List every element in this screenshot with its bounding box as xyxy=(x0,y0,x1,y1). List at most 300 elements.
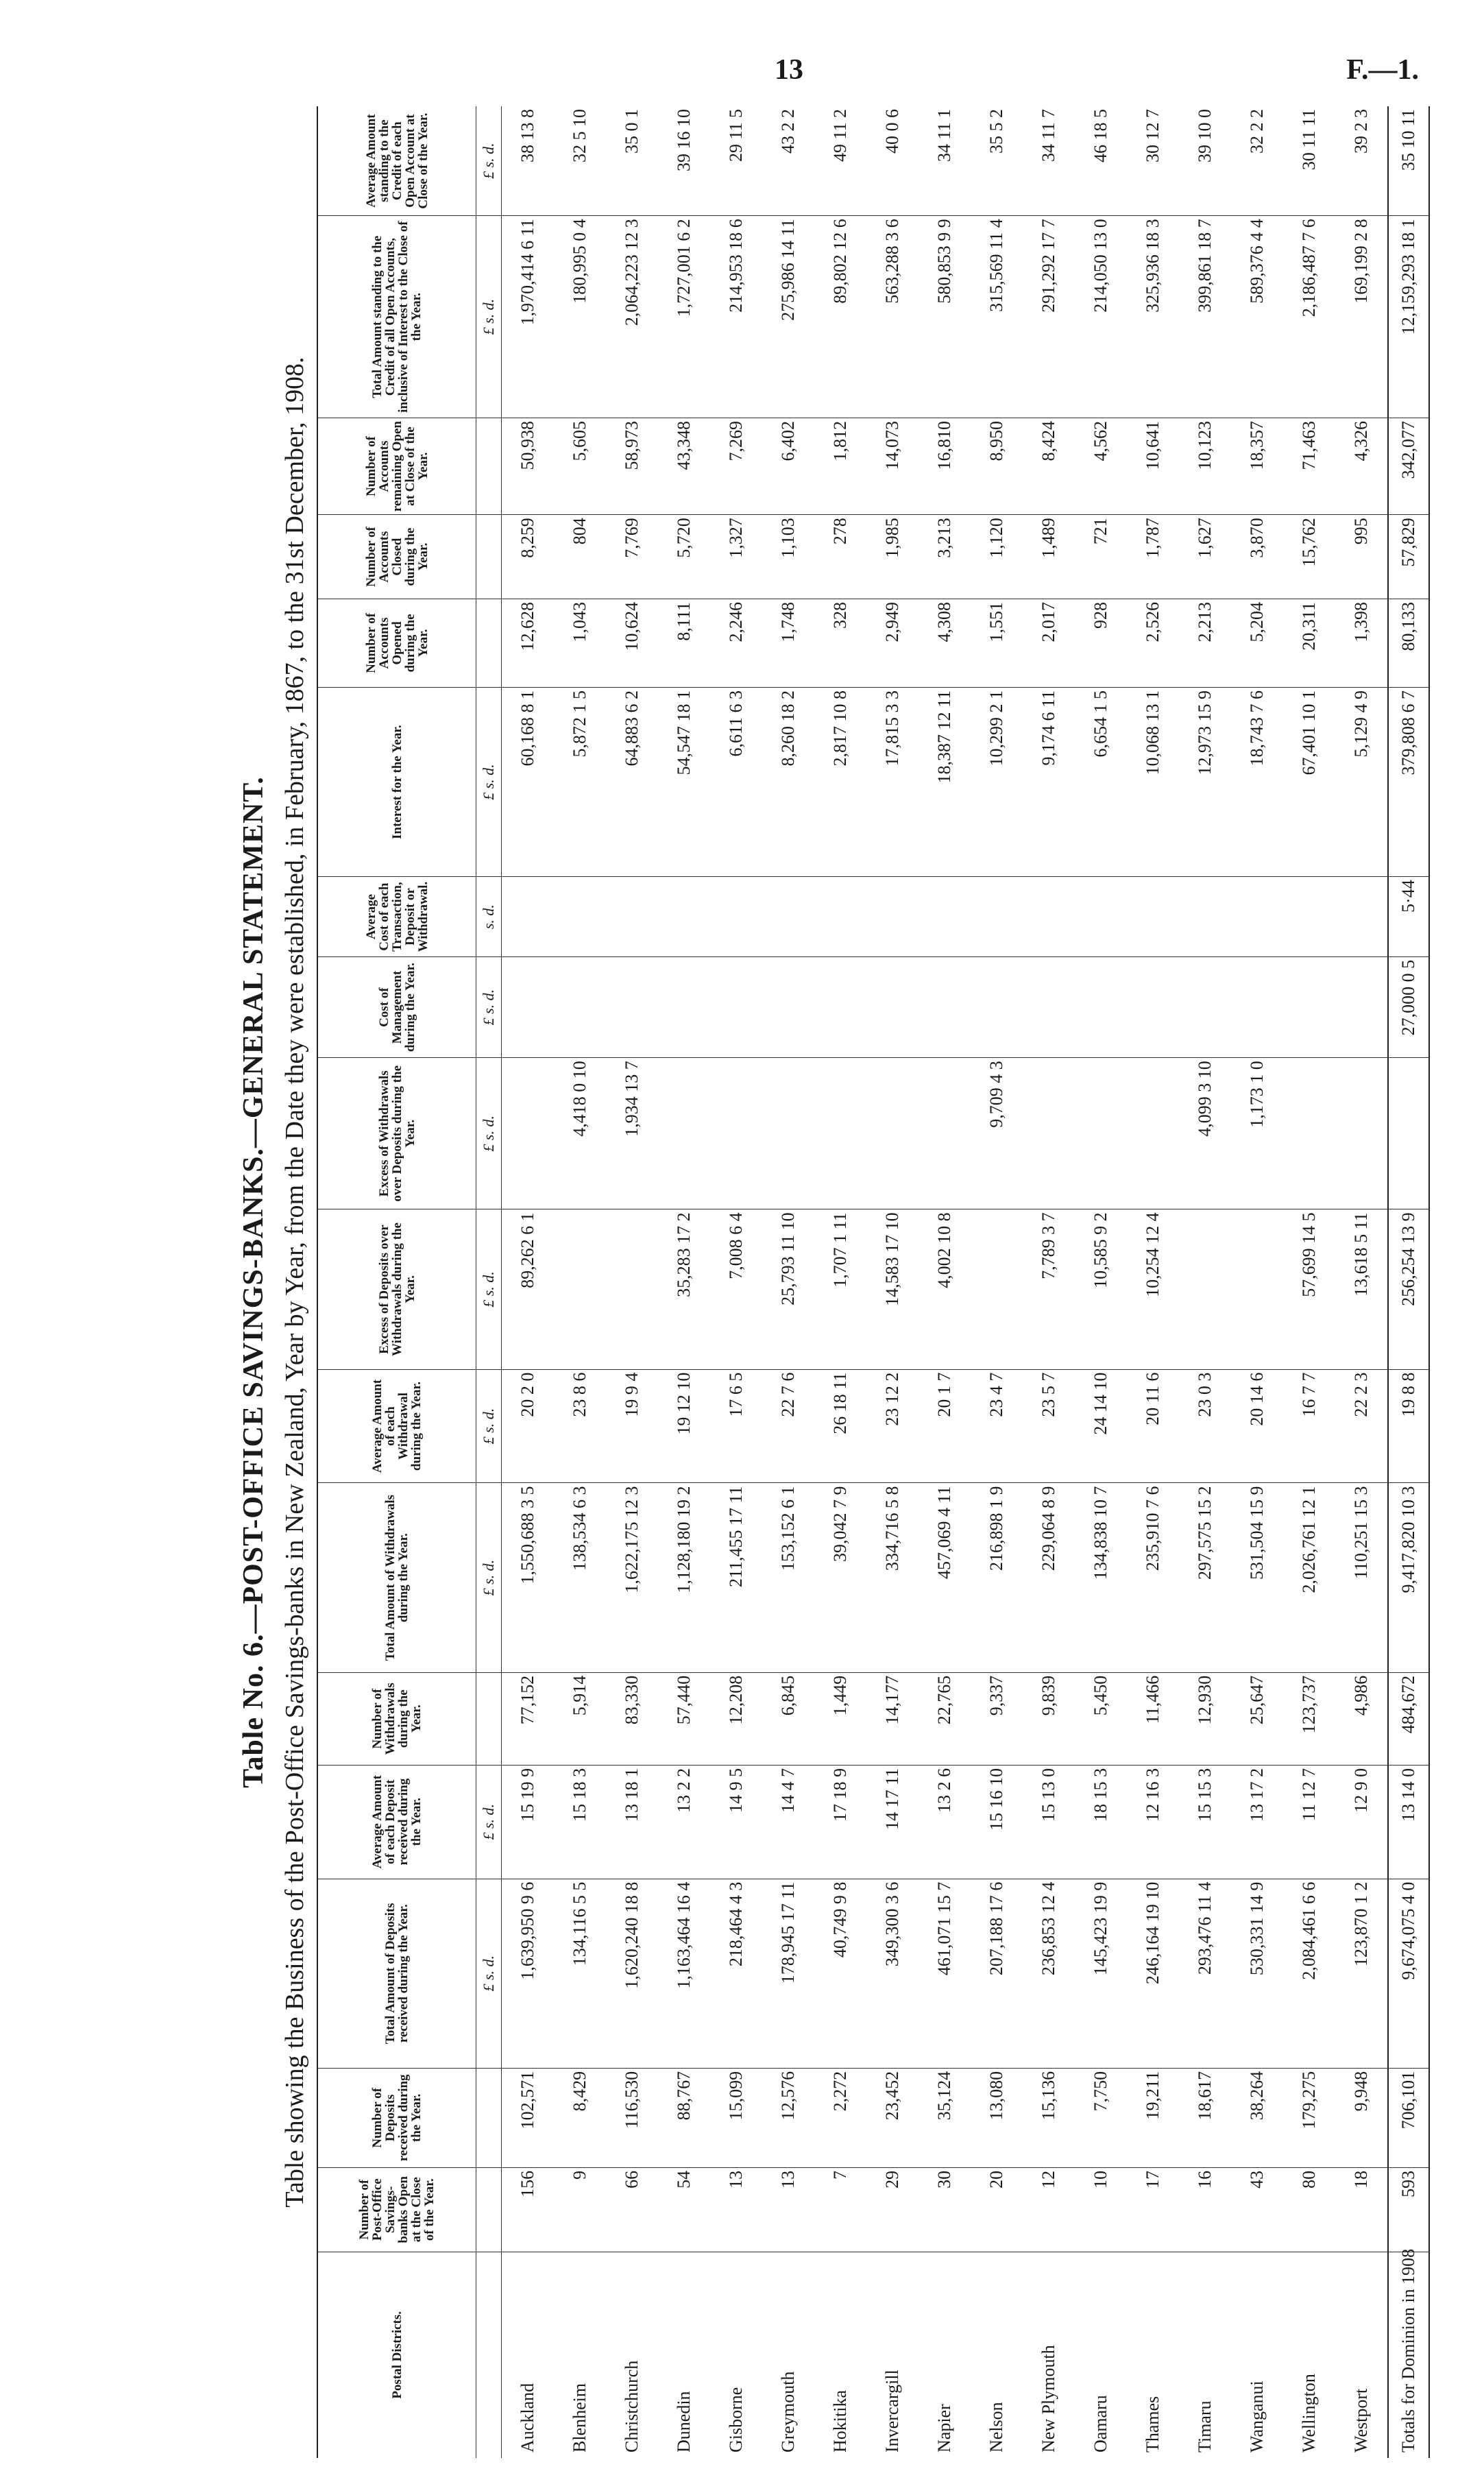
table-cell: 214,050 13 0 xyxy=(1075,216,1127,418)
column-header: Average Cost of each Transaction, Deposit or Withdrawal. xyxy=(317,877,476,957)
table-cell: 325,936 18 3 xyxy=(1127,216,1179,418)
header-row xyxy=(317,106,476,2458)
table-cell: 88,767 xyxy=(658,2068,710,2167)
table-cell xyxy=(919,877,971,957)
district-label: Wanganui xyxy=(1247,2381,1267,2453)
table-cell: 1,550,688 3 5 xyxy=(502,1483,555,1672)
table-cell xyxy=(1231,877,1283,957)
table-cell: 9,948 xyxy=(1335,2068,1388,2167)
table-cell: 457,069 4 11 xyxy=(919,1483,971,1672)
column-unit xyxy=(476,2167,502,2252)
table-cell: 235,910 7 6 xyxy=(1127,1483,1179,1672)
table-cell: 13 xyxy=(710,2167,762,2252)
column-header: Excess of Withdrawals over Deposits during the Year. xyxy=(317,1058,476,1209)
table-row xyxy=(710,106,762,2458)
table-cell: 211,455 17 11 xyxy=(710,1483,762,1672)
column-header: Number of Deposits received during the Year. xyxy=(317,2068,476,2167)
table-cell xyxy=(502,956,555,1057)
table-cell: 20,311 xyxy=(1283,599,1335,688)
table-cell: 1,639,950 9 6 xyxy=(502,1879,555,2068)
table-cell xyxy=(1127,956,1179,1057)
column-header: Number of Accounts remaining Open at Close of the Year. xyxy=(317,418,476,515)
table-cell: 1,627 xyxy=(1179,515,1231,599)
table-row xyxy=(1075,106,1127,2458)
table-cell: 23 5 7 xyxy=(1023,1369,1075,1483)
table-cell: 297,575 15 2 xyxy=(1179,1483,1231,1672)
table-cell: 928 xyxy=(1075,599,1127,688)
table-cell: 15 16 10 xyxy=(971,1765,1023,1879)
totals-cell: 12,159,293 18 1 xyxy=(1388,216,1429,418)
table-cell: 17 xyxy=(1127,2167,1179,2252)
column-header: Postal Districts. xyxy=(317,2252,476,2458)
table-cell: 16 7 7 xyxy=(1283,1369,1335,1483)
table-cell: 6,402 xyxy=(762,418,814,515)
table-cell xyxy=(919,956,971,1057)
table-cell: 1,812 xyxy=(814,418,866,515)
column-header: Number of Accounts Opened during the Year. xyxy=(317,599,476,688)
table-row xyxy=(762,106,814,2458)
table-cell xyxy=(866,1058,919,1209)
table-cell: 5,872 1 5 xyxy=(554,687,606,876)
totals-row xyxy=(1388,106,1429,2458)
column-unit: s. d. xyxy=(476,877,502,957)
column-unit: £ s. d. xyxy=(476,1765,502,1879)
table-cell: 399,861 18 7 xyxy=(1179,216,1231,418)
table-cell: 19,211 xyxy=(1127,2068,1179,2167)
table-cell: 77,152 xyxy=(502,1672,555,1765)
table-cell: 10 xyxy=(1075,2167,1127,2252)
district-label: Gisborne xyxy=(726,2387,746,2453)
table-cell: 2,017 xyxy=(1023,599,1075,688)
table-cell: 589,376 4 4 xyxy=(1231,216,1283,418)
table-cell xyxy=(971,1209,1023,1369)
table-cell: 43 2 2 xyxy=(762,106,814,216)
table-cell: 67,401 10 1 xyxy=(1283,687,1335,876)
table-cell: 14,583 17 10 xyxy=(866,1209,919,1369)
district-label: Dunedin xyxy=(674,2391,694,2453)
column-unit: £ s. d. xyxy=(476,1058,502,1209)
table-cell: 156 xyxy=(502,2167,555,2252)
table-cell: 18 15 3 xyxy=(1075,1765,1127,1879)
totals-cell: 256,254 13 9 xyxy=(1388,1209,1429,1369)
table-cell: 22,765 xyxy=(919,1672,971,1765)
table-cell xyxy=(658,877,710,957)
district-label: Wellington xyxy=(1299,2374,1319,2453)
table-cell: 293,476 11 4 xyxy=(1179,1879,1231,2068)
table-cell: 16 xyxy=(1179,2167,1231,2252)
table-cell: 15,136 xyxy=(1023,2068,1075,2167)
table-cell: 13 xyxy=(762,2167,814,2252)
column-unit xyxy=(476,515,502,599)
table-cell: 10,254 12 4 xyxy=(1127,1209,1179,1369)
totals-cell: 19 8 8 xyxy=(1388,1369,1429,1483)
table-cell xyxy=(866,956,919,1057)
table-cell: 7,789 3 7 xyxy=(1023,1209,1075,1369)
table-cell: 34 11 7 xyxy=(1023,106,1075,216)
column-unit: £ s. d. xyxy=(476,1483,502,1672)
table-cell: 315,569 11 4 xyxy=(971,216,1023,418)
table-cell: 43,348 xyxy=(658,418,710,515)
totals-cell: 706,101 xyxy=(1388,2068,1429,2167)
table-cell: 64,883 6 2 xyxy=(606,687,658,876)
column-header: Number of Withdrawals during the Year. xyxy=(317,1672,476,1765)
table-cell: 54,547 18 1 xyxy=(658,687,710,876)
table-cell: 123,737 xyxy=(1283,1672,1335,1765)
totals-cell: 593 xyxy=(1388,2167,1429,2252)
table-cell: 1,327 xyxy=(710,515,762,599)
district-label: Auckland xyxy=(518,2383,537,2453)
table-cell: 2,084,461 6 6 xyxy=(1283,1879,1335,2068)
table-cell: 39 2 3 xyxy=(1335,106,1388,216)
table-cell xyxy=(1179,956,1231,1057)
table-cell: 2,949 xyxy=(866,599,919,688)
table-cell: 5,720 xyxy=(658,515,710,599)
table-cell: 20 11 6 xyxy=(1127,1369,1179,1483)
table-cell: 216,898 1 9 xyxy=(971,1483,1023,1672)
district-name xyxy=(919,2252,971,2458)
table-cell: 278 xyxy=(814,515,866,599)
table-cell: 35 5 2 xyxy=(971,106,1023,216)
table-cell: 23 8 6 xyxy=(554,1369,606,1483)
district-name xyxy=(1127,2252,1179,2458)
table-cell xyxy=(814,877,866,957)
table-cell: 138,534 6 3 xyxy=(554,1483,606,1672)
table-cell: 15,762 xyxy=(1283,515,1335,599)
table-cell: 275,986 14 11 xyxy=(762,216,814,418)
table-cell: 24 14 10 xyxy=(1075,1369,1127,1483)
table-cell xyxy=(606,956,658,1057)
table-cell xyxy=(1075,956,1127,1057)
table-cell: 58,973 xyxy=(606,418,658,515)
column-header: Average Amount standing to the Credit of each Open Account at Close of the Year. xyxy=(317,106,476,216)
totals-cell: 80,133 xyxy=(1388,599,1429,688)
table-cell: 1,103 xyxy=(762,515,814,599)
table-cell: 2,026,761 12 1 xyxy=(1283,1483,1335,1672)
table-cell: 6,654 1 5 xyxy=(1075,687,1127,876)
table-cell: 134,116 5 5 xyxy=(554,1879,606,2068)
table-cell xyxy=(554,1209,606,1369)
table-cell: 2,213 xyxy=(1179,599,1231,688)
column-header: Number of Post-Office Savings-banks Open at the Close of the Year. xyxy=(317,2167,476,2252)
table-cell: 1,622,175 12 3 xyxy=(606,1483,658,1672)
table-cell: 13 18 1 xyxy=(606,1765,658,1879)
table-cell: 1,163,464 16 4 xyxy=(658,1879,710,2068)
table-cell: 25,793 11 10 xyxy=(762,1209,814,1369)
column-unit: £ s. d. xyxy=(476,687,502,876)
column-header: Interest for the Year. xyxy=(317,687,476,876)
table-cell: 30 12 7 xyxy=(1127,106,1179,216)
table-cell: 12,628 xyxy=(502,599,555,688)
table-cell: 5,450 xyxy=(1075,1672,1127,1765)
table-cell xyxy=(1283,956,1335,1057)
table-cell: 8,259 xyxy=(502,515,555,599)
table-row xyxy=(658,106,710,2458)
table-cell: 9,174 6 11 xyxy=(1023,687,1075,876)
table-cell: 1,551 xyxy=(971,599,1023,688)
table-cell: 39 10 0 xyxy=(1179,106,1231,216)
table-cell: 8,260 18 2 xyxy=(762,687,814,876)
table-cell: 721 xyxy=(1075,515,1127,599)
table-cell: 12,930 xyxy=(1179,1672,1231,1765)
table-cell: 2,817 10 8 xyxy=(814,687,866,876)
column-unit xyxy=(476,418,502,515)
table-cell: 4,418 0 10 xyxy=(554,1058,606,1209)
district-name xyxy=(971,2252,1023,2458)
totals-cell: 9,674,075 4 0 xyxy=(1388,1879,1429,2068)
table-cell: 35,124 xyxy=(919,2068,971,2167)
table-cell: 13,618 5 11 xyxy=(1335,1209,1388,1369)
table-row xyxy=(1023,106,1075,2458)
district-label: Napier xyxy=(934,2404,954,2453)
table-row xyxy=(502,106,555,2458)
table-cell: 1,120 xyxy=(971,515,1023,599)
table-cell: 4,099 3 10 xyxy=(1179,1058,1231,1209)
table-cell: 531,504 15 9 xyxy=(1231,1483,1283,1672)
table-cell xyxy=(606,877,658,957)
table-cell: 29 xyxy=(866,2167,919,2252)
table-cell xyxy=(762,877,814,957)
table-cell: 23 12 2 xyxy=(866,1369,919,1483)
table-cell: 8,111 xyxy=(658,599,710,688)
table-row xyxy=(554,106,606,2458)
table-row xyxy=(1283,106,1335,2458)
table-cell: 12,576 xyxy=(762,2068,814,2167)
district-label: New Plymouth xyxy=(1038,2345,1058,2453)
table-cell: 5,914 xyxy=(554,1672,606,1765)
district-label: Invercargill xyxy=(882,2370,902,2453)
table-cell: 145,423 19 9 xyxy=(1075,1879,1127,2068)
table-cell: 1,727,001 6 2 xyxy=(658,216,710,418)
table-cell: 461,071 15 7 xyxy=(919,1879,971,2068)
column-unit: £ s. d. xyxy=(476,216,502,418)
table-cell: 25,647 xyxy=(1231,1672,1283,1765)
table-cell: 32 5 10 xyxy=(554,106,606,216)
table-cell xyxy=(762,956,814,1057)
table-cell: 9,337 xyxy=(971,1672,1023,1765)
table-cell xyxy=(971,877,1023,957)
table-cell xyxy=(762,1058,814,1209)
table-cell: 18,617 xyxy=(1179,2068,1231,2167)
table-cell: 18,743 7 6 xyxy=(1231,687,1283,876)
table-cell: 214,953 18 6 xyxy=(710,216,762,418)
table-cell: 13 17 2 xyxy=(1231,1765,1283,1879)
table-cell xyxy=(971,956,1023,1057)
table-cell: 3,213 xyxy=(919,515,971,599)
table-cell xyxy=(1023,1058,1075,1209)
table-cell: 291,292 17 7 xyxy=(1023,216,1075,418)
table-cell: 35,283 17 2 xyxy=(658,1209,710,1369)
column-unit xyxy=(476,2068,502,2167)
table-cell xyxy=(554,877,606,957)
table-cell: 13 2 2 xyxy=(658,1765,710,1879)
table-cell: 6,845 xyxy=(762,1672,814,1765)
table-cell xyxy=(1231,956,1283,1057)
unit-row xyxy=(476,106,502,2458)
table-cell xyxy=(710,877,762,957)
district-label: Blenheim xyxy=(570,2383,589,2453)
page-header xyxy=(0,53,1484,95)
table-cell: 22 7 6 xyxy=(762,1369,814,1483)
table-cell: 207,188 17 6 xyxy=(971,1879,1023,2068)
table-cell: 1,043 xyxy=(554,599,606,688)
column-unit xyxy=(476,599,502,688)
table-cell: 5,204 xyxy=(1231,599,1283,688)
table-cell: 218,464 4 3 xyxy=(710,1879,762,2068)
table-cell: 11 12 7 xyxy=(1283,1765,1335,1879)
table-cell xyxy=(1231,1209,1283,1369)
table-cell: 14,177 xyxy=(866,1672,919,1765)
column-header: Number of Accounts Closed during the Year. xyxy=(317,515,476,599)
table-cell: 169,199 2 8 xyxy=(1335,216,1388,418)
totals-cell: 9,417,820 10 3 xyxy=(1388,1483,1429,1672)
table-cell: 1,620,240 18 8 xyxy=(606,1879,658,2068)
district-label: Timaru xyxy=(1195,2400,1215,2453)
table-cell: 4,326 xyxy=(1335,418,1388,515)
table-cell: 35 0 1 xyxy=(606,106,658,216)
table-cell: 180,995 0 4 xyxy=(554,216,606,418)
column-header: Average Amount of each Deposit received during the Year. xyxy=(317,1765,476,1879)
table-cell: 3,870 xyxy=(1231,515,1283,599)
table-cell: 8,424 xyxy=(1023,418,1075,515)
column-unit: £ s. d. xyxy=(476,1369,502,1483)
totals-cell: 342,077 xyxy=(1388,418,1429,515)
column-unit xyxy=(476,2252,502,2458)
table-cell xyxy=(502,877,555,957)
district-name xyxy=(502,2252,555,2458)
table-cell: 80 xyxy=(1283,2167,1335,2252)
column-header: Total Amount of Withdrawals during the Year. xyxy=(317,1483,476,1672)
table-row xyxy=(971,106,1023,2458)
table-cell: 19 9 4 xyxy=(606,1369,658,1483)
table-cell xyxy=(1023,956,1075,1057)
table-cell xyxy=(919,1058,971,1209)
table-cell: 57,699 14 5 xyxy=(1283,1209,1335,1369)
table-cell xyxy=(554,956,606,1057)
table-cell: 580,853 9 9 xyxy=(919,216,971,418)
table-cell: 12 16 3 xyxy=(1127,1765,1179,1879)
table-cell: 236,853 12 4 xyxy=(1023,1879,1075,2068)
column-unit: £ s. d. xyxy=(476,1209,502,1369)
table-cell: 7,008 6 4 xyxy=(710,1209,762,1369)
table-cell: 10,068 13 1 xyxy=(1127,687,1179,876)
table-cell: 5,605 xyxy=(554,418,606,515)
table-cell: 38 13 8 xyxy=(502,106,555,216)
table-cell: 4,986 xyxy=(1335,1672,1388,1765)
table-cell: 71,463 xyxy=(1283,418,1335,515)
table-cell xyxy=(658,956,710,1057)
table-cell: 178,945 17 11 xyxy=(762,1879,814,2068)
table-cell: 328 xyxy=(814,599,866,688)
table-cell: 13 2 6 xyxy=(919,1765,971,1879)
district-label: Hokitika xyxy=(830,2390,850,2453)
table-cell: 20 1 7 xyxy=(919,1369,971,1483)
district-name xyxy=(1075,2252,1127,2458)
table-cell: 17 18 9 xyxy=(814,1765,866,1879)
district-name xyxy=(606,2252,658,2458)
table-cell: 57,440 xyxy=(658,1672,710,1765)
table-cell: 14,073 xyxy=(866,418,919,515)
table-cell: 20 14 6 xyxy=(1231,1369,1283,1483)
table-row xyxy=(919,106,971,2458)
district-name xyxy=(866,2252,919,2458)
table-cell xyxy=(1127,1058,1179,1209)
table-cell: 1,707 1 11 xyxy=(814,1209,866,1369)
totals-label: Totals for Dominion in 1908 xyxy=(1388,2252,1429,2458)
table-cell xyxy=(1283,1058,1335,1209)
column-header: Cost of Management during the Year. xyxy=(317,956,476,1057)
table-cell: 6,611 6 3 xyxy=(710,687,762,876)
totals-cell: 27,000 0 5 xyxy=(1388,956,1429,1057)
district-name xyxy=(554,2252,606,2458)
table-cell: 2,246 xyxy=(710,599,762,688)
district-label: Oamaru xyxy=(1091,2395,1110,2453)
table-row xyxy=(1179,106,1231,2458)
table-cell xyxy=(606,1209,658,1369)
table-cell: 30 11 11 xyxy=(1283,106,1335,216)
table-cell: 179,275 xyxy=(1283,2068,1335,2167)
table-cell: 30 xyxy=(919,2167,971,2252)
table-cell: 4,308 xyxy=(919,599,971,688)
table-cell: 229,064 8 9 xyxy=(1023,1483,1075,1672)
totals-cell: 57,829 xyxy=(1388,515,1429,599)
table-cell: 1,173 1 0 xyxy=(1231,1058,1283,1209)
table-cell: 14 4 7 xyxy=(762,1765,814,1879)
table-cell xyxy=(1335,1058,1388,1209)
page-number: 13 xyxy=(775,54,803,86)
column-unit: £ s. d. xyxy=(476,956,502,1057)
table-cell: 334,716 5 8 xyxy=(866,1483,919,1672)
table-subtitle: Table showing the Business of the Post-Office Savings-banks in New Zealand, Year by Year, from the Date they were established, in February, 1867, to the 31st December, 1908. xyxy=(280,357,309,2208)
table-cell xyxy=(1179,877,1231,957)
table-cell: 349,300 3 6 xyxy=(866,1879,919,2068)
totals-cell: 484,672 xyxy=(1388,1672,1429,1765)
totals-cell: 5·44 xyxy=(1388,877,1429,957)
table-cell: 563,288 3 6 xyxy=(866,216,919,418)
column-unit: £ s. d. xyxy=(476,106,502,216)
table-cell: 16,810 xyxy=(919,418,971,515)
table-cell: 4,002 10 8 xyxy=(919,1209,971,1369)
table-cell: 14 17 11 xyxy=(866,1765,919,1879)
table-cell: 2,272 xyxy=(814,2068,866,2167)
table-cell: 1,985 xyxy=(866,515,919,599)
savings-banks-table xyxy=(317,106,1430,2458)
district-name xyxy=(1023,2252,1075,2458)
table-cell: 15 13 0 xyxy=(1023,1765,1075,1879)
table-cell: 26 18 11 xyxy=(814,1369,866,1483)
table-cell: 39 16 10 xyxy=(658,106,710,216)
table-cell: 116,530 xyxy=(606,2068,658,2167)
table-cell: 17 6 5 xyxy=(710,1369,762,1483)
table-cell: 9,709 4 3 xyxy=(971,1058,1023,1209)
table-cell: 18,387 12 11 xyxy=(919,687,971,876)
district-name xyxy=(814,2252,866,2458)
table-cell: 15 18 3 xyxy=(554,1765,606,1879)
table-cell: 14 9 5 xyxy=(710,1765,762,1879)
table-cell: 10,299 2 1 xyxy=(971,687,1023,876)
district-name xyxy=(710,2252,762,2458)
table-cell: 34 11 1 xyxy=(919,106,971,216)
table-cell: 10,585 9 2 xyxy=(1075,1209,1127,1369)
table-cell: 1,748 xyxy=(762,599,814,688)
table-cell xyxy=(710,956,762,1057)
table-cell xyxy=(814,956,866,1057)
table-cell: 8,429 xyxy=(554,2068,606,2167)
table-cell: 19 12 10 xyxy=(658,1369,710,1483)
table-cell: 66 xyxy=(606,2167,658,2252)
table-cell: 17,815 3 3 xyxy=(866,687,919,876)
table-cell: 15 19 9 xyxy=(502,1765,555,1879)
table-cell: 40,749 9 8 xyxy=(814,1879,866,2068)
